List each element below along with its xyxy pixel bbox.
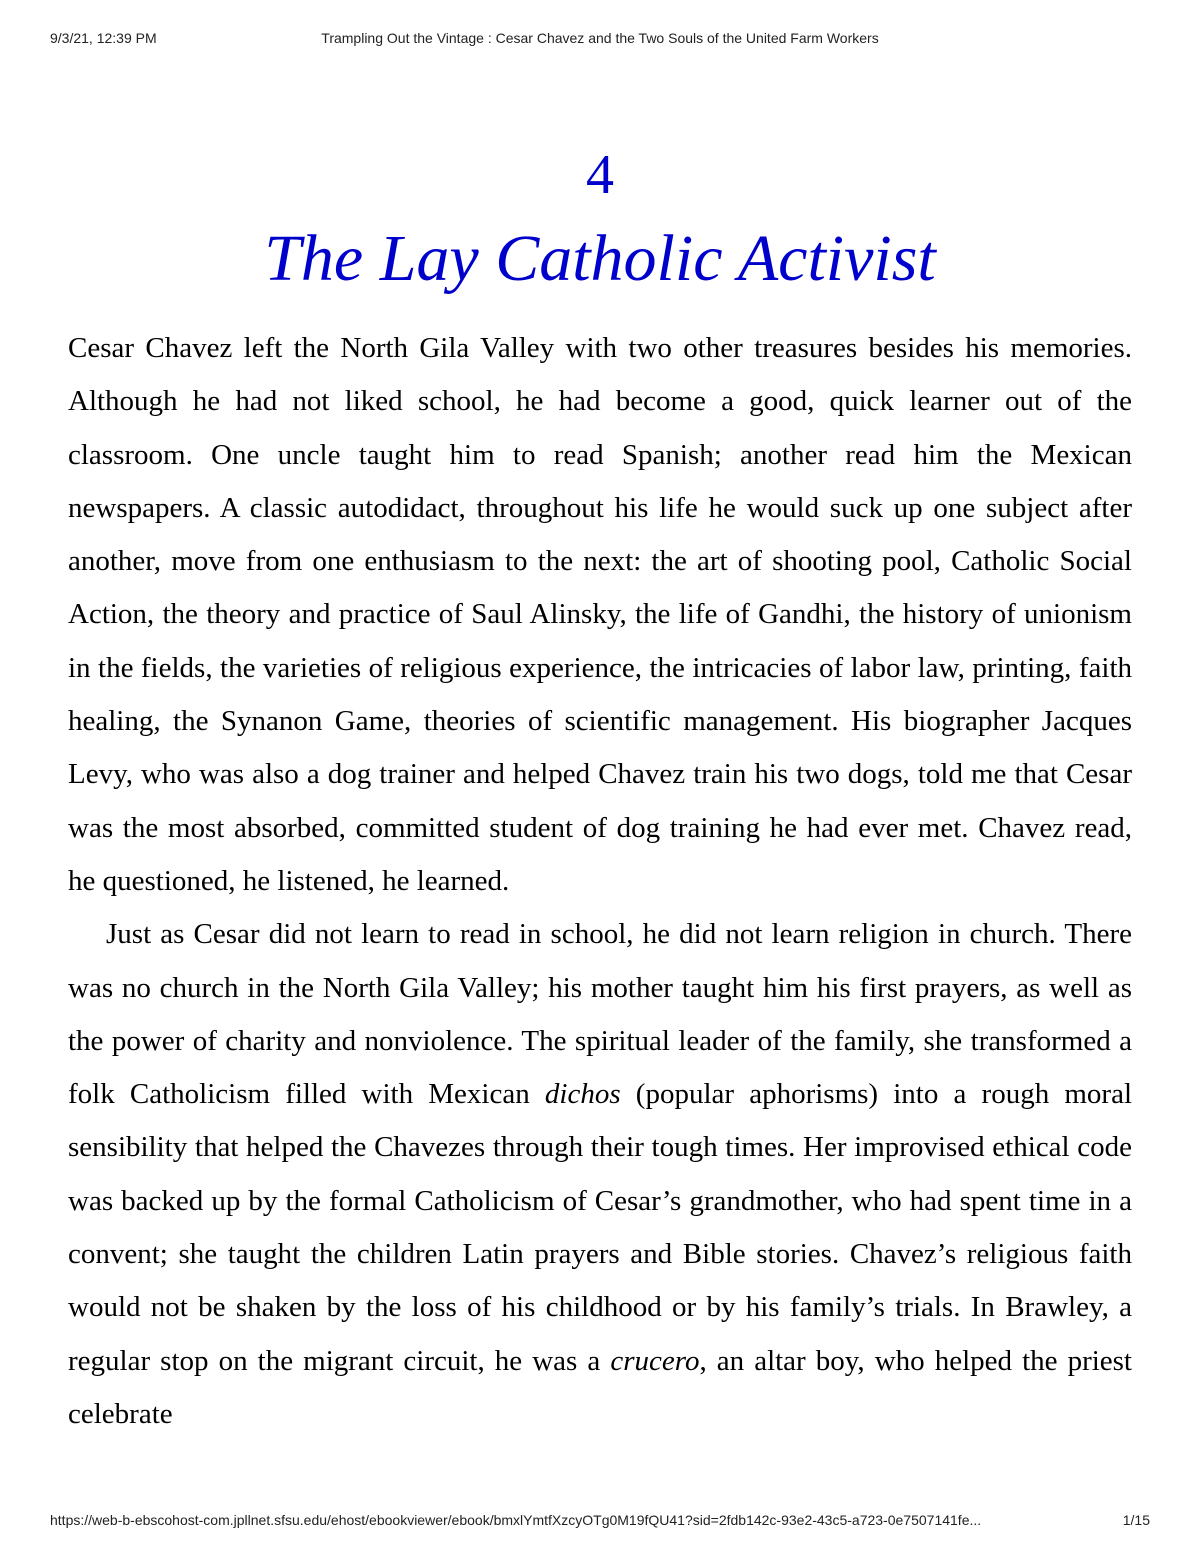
- print-header: [50, 30, 1150, 50]
- paragraph-2-italic-crucero: crucero: [610, 1344, 700, 1377]
- chapter-number: 4: [586, 144, 614, 206]
- paragraph-2-text-1: Just as Cesar did not learn to read in school, he did not learn religion in church. There was no church in the North Gila Valley; his mother taught him his first prayers, as well as the power of charity and nonviolence. The spiritual leader of the family, she transformed a folk Catholicism filled with Mexican: [68, 918, 1132, 1111]
- chapter-body: [68, 322, 1132, 1441]
- page-counter: 1/15: [1122, 1512, 1150, 1528]
- paragraph-2-text-2: (popular aphorisms) into a rough moral sensibility that helped the Chavezes through their tough times. Her improvised ethical code was backed up by the formal Catholicism of Cesar’s grandmother, who had spent time in a convent; she taught the children Latin prayers and Bible stories. Chavez’s religious faith would not be shaken by the loss of his childhood or by his family’s trials. In Brawley, a regular stop on the migrant circuit, he was a: [68, 1078, 1132, 1377]
- paragraph-1: Cesar Chavez left the North Gila Valley with two other treasures besides his memories. Although he had not liked school, he had become a good, quick learner out of the classroom. One uncle taught him to read Spanish; another read him the Mexican newspapers. A classic autodidact, throughout his life he would suck up one subject after another, move from one enthusiasm to the next: the art of shooting pool, Catholic Social Action, the theory and practice of Saul Alinsky, the life of Gandhi, the history of unionism in the fields, the varieties of religious experience, the intricacies of labor law, printing, faith healing, the Synanon Game, theories of scientific management. His biographer Jacques Levy, who was also a dog trainer and helped Chavez train his two dogs, told me that Cesar was the most absorbed, committed student of dog training he had ever met. Chavez read, he questioned, he listened, he learned.: [68, 332, 1132, 897]
- print-document-title: Trampling Out the Vintage : Cesar Chavez and the Two Souls of the United Farm Workers: [321, 30, 879, 46]
- print-datetime: 9/3/21, 12:39 PM: [50, 30, 157, 46]
- source-url: https://web-b-ebscohost-com.jpllnet.sfsu.edu/ehost/ebookviewer/ebook/bmxlYmtfXzcyOTg0M19fQU41?sid=2fdb142c-93e2-43c5-a723-0e7507141fe...: [50, 1512, 982, 1528]
- paragraph-2-text-3: , an altar boy, who helped the priest celebrate: [68, 1344, 1132, 1430]
- chapter-title: The Lay Catholic Activist: [264, 222, 936, 295]
- print-footer: [50, 1512, 1150, 1532]
- paragraph-2: [68, 908, 1132, 1441]
- paragraph-2-italic-dichos: dichos: [544, 1078, 621, 1111]
